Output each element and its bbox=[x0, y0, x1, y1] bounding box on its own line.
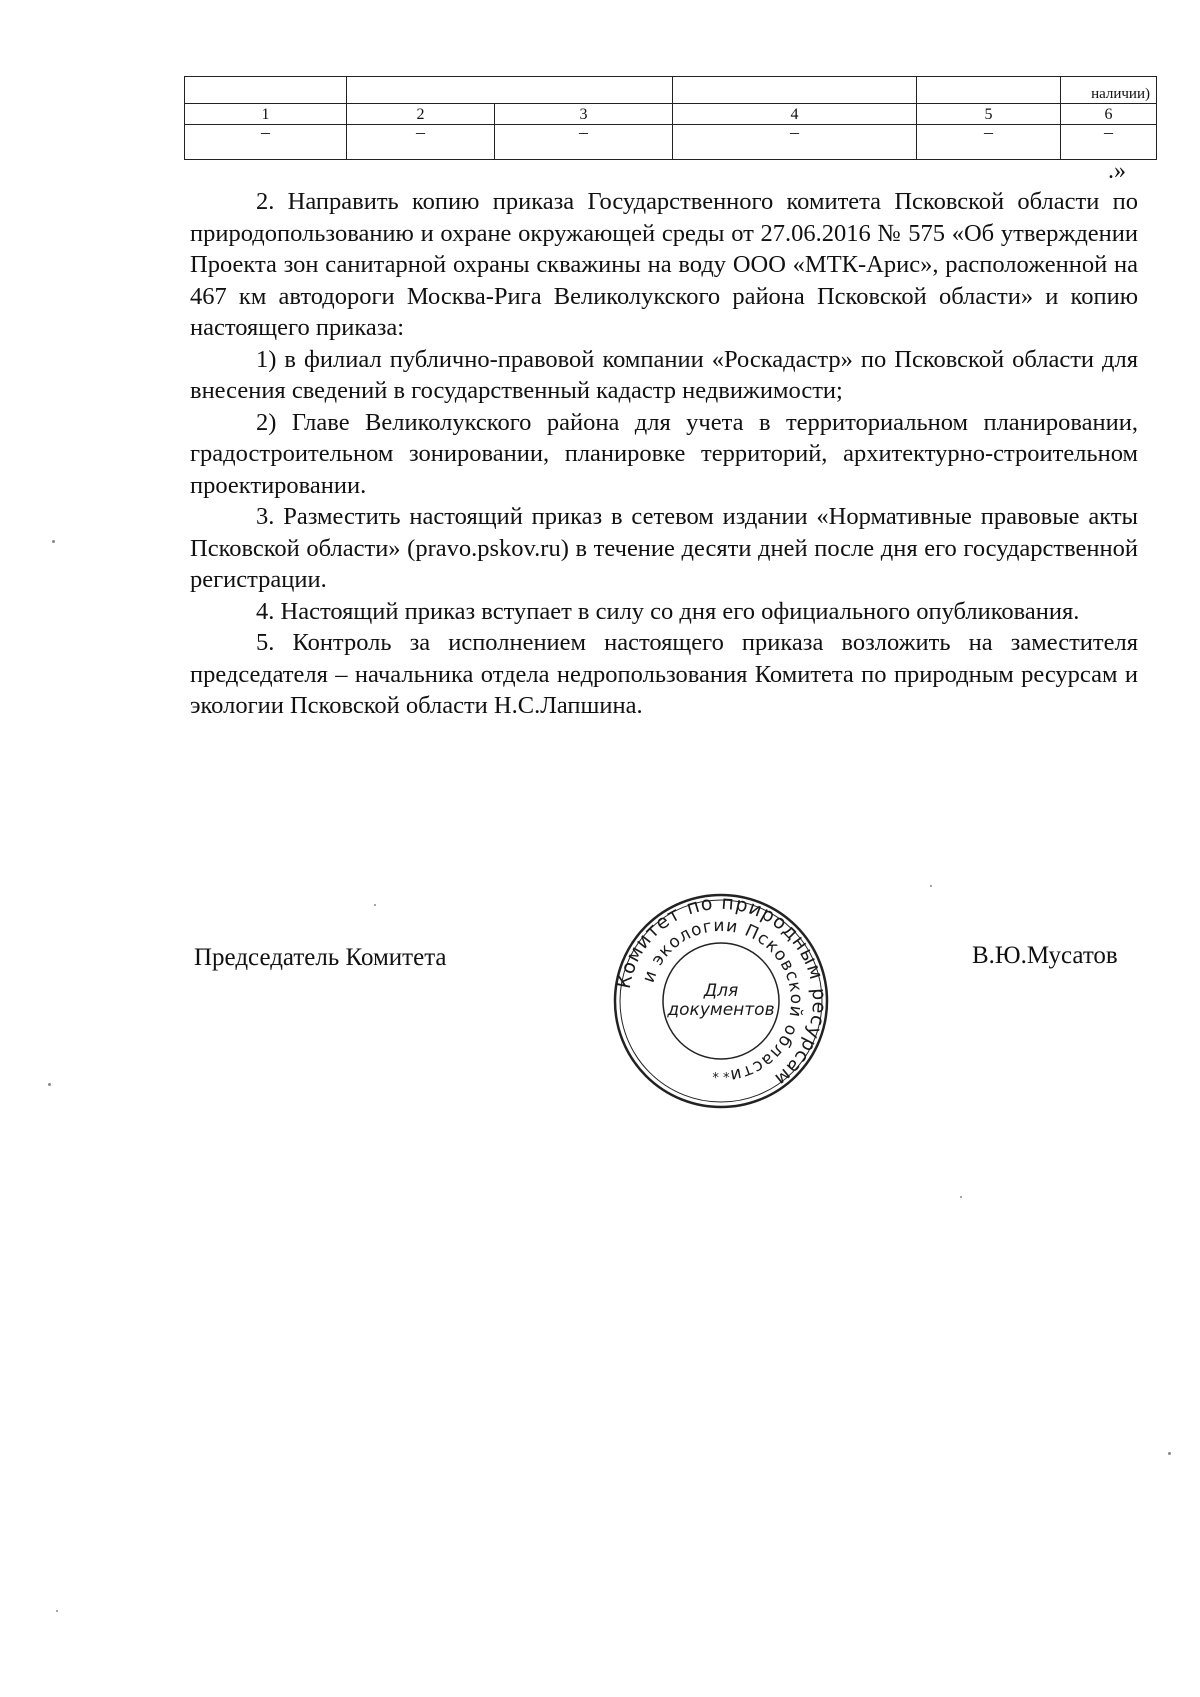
paragraph-4: 4. Настоящий приказ вступает в силу со дня его официального опубликования. bbox=[256, 597, 1080, 625]
table-cell bbox=[347, 77, 673, 104]
paragraph-2: 2. Направить копию приказа Государственного комитета Псковской области по природопользованию и охране окружающей среды от 27.06.2016 № 575 «Об утверждении Проекта зон санитарной охраны скважины на воду ООО «МТК-Арис», расположенной на 467 км автодороги Москва-Рига Великолукского района Псковской области» и копию настоящего приказа: bbox=[190, 188, 1138, 341]
table-cell bbox=[673, 77, 917, 104]
closing-quote: .» bbox=[1108, 158, 1126, 184]
stamp-outer-text: Комитет по природным ресурсам bbox=[612, 892, 830, 1091]
table-row-numbers bbox=[185, 104, 1157, 125]
body-text bbox=[190, 186, 1138, 722]
scan-speck bbox=[930, 885, 932, 887]
table-cell bbox=[917, 77, 1061, 104]
table-cell: 2 bbox=[347, 104, 495, 125]
stamp-center-line1: Для bbox=[703, 981, 739, 1001]
scan-speck bbox=[56, 1610, 58, 1612]
paragraph-5: 5. Контроль за исполнением настоящего приказа возложить на заместителя председателя – начальника отдела недропользования Комитета по природным ресурсам и экологии Псковской области Н.С.Лапшина. bbox=[190, 629, 1138, 719]
table-cell: – bbox=[185, 125, 347, 160]
stamp-center-line2: документов bbox=[667, 1000, 775, 1020]
table-cell: 4 bbox=[673, 104, 917, 125]
scan-speck bbox=[374, 904, 376, 906]
signatory-position: Председатель Комитета bbox=[194, 944, 447, 971]
stamp-stars: * * bbox=[712, 1071, 730, 1086]
official-stamp bbox=[612, 892, 830, 1110]
table-fragment bbox=[184, 76, 1157, 160]
scan-speck bbox=[960, 1196, 962, 1198]
stamp-graphic bbox=[612, 892, 830, 1110]
paragraph-3: 3. Разместить настоящий приказ в сетевом издании «Нормативные правовые акты Псковской области» (pravo.pskov.ru) в течение десяти дней после дня его государственной регистрации. bbox=[190, 503, 1138, 593]
table-cell: – bbox=[917, 125, 1061, 160]
table-cell: – bbox=[1061, 125, 1157, 160]
scan-speck bbox=[52, 540, 55, 543]
paragraph-2-1: 1) в филиал публично-правовой компании «Роскадастр» по Псковской области для внесения сведений в государственный кадастр недвижимости; bbox=[190, 345, 1138, 404]
table-row-dashes bbox=[185, 125, 1157, 160]
table-cell: 5 bbox=[917, 104, 1061, 125]
table-cell: – bbox=[673, 125, 917, 160]
table-cell: 1 bbox=[185, 104, 347, 125]
table-cell: 6 bbox=[1061, 104, 1157, 125]
scan-speck bbox=[1168, 1452, 1171, 1455]
stamp-inner-text: и экологии Псковской области bbox=[638, 915, 807, 1086]
table-row-header-continuation bbox=[185, 77, 1157, 104]
signatory-name: В.Ю.Мусатов bbox=[972, 942, 1118, 969]
table-cell: – bbox=[495, 125, 673, 160]
table-cell: – bbox=[347, 125, 495, 160]
scan-speck bbox=[48, 1083, 51, 1086]
table-cell: наличии) bbox=[1061, 77, 1157, 104]
paragraph-2-2: 2) Главе Великолукского района для учета в территориальном планировании, градостроительном зонировании, планировке территорий, архитектурно-строительном проектировании. bbox=[190, 408, 1138, 499]
table-cell: 3 bbox=[495, 104, 673, 125]
table-cell bbox=[185, 77, 347, 104]
